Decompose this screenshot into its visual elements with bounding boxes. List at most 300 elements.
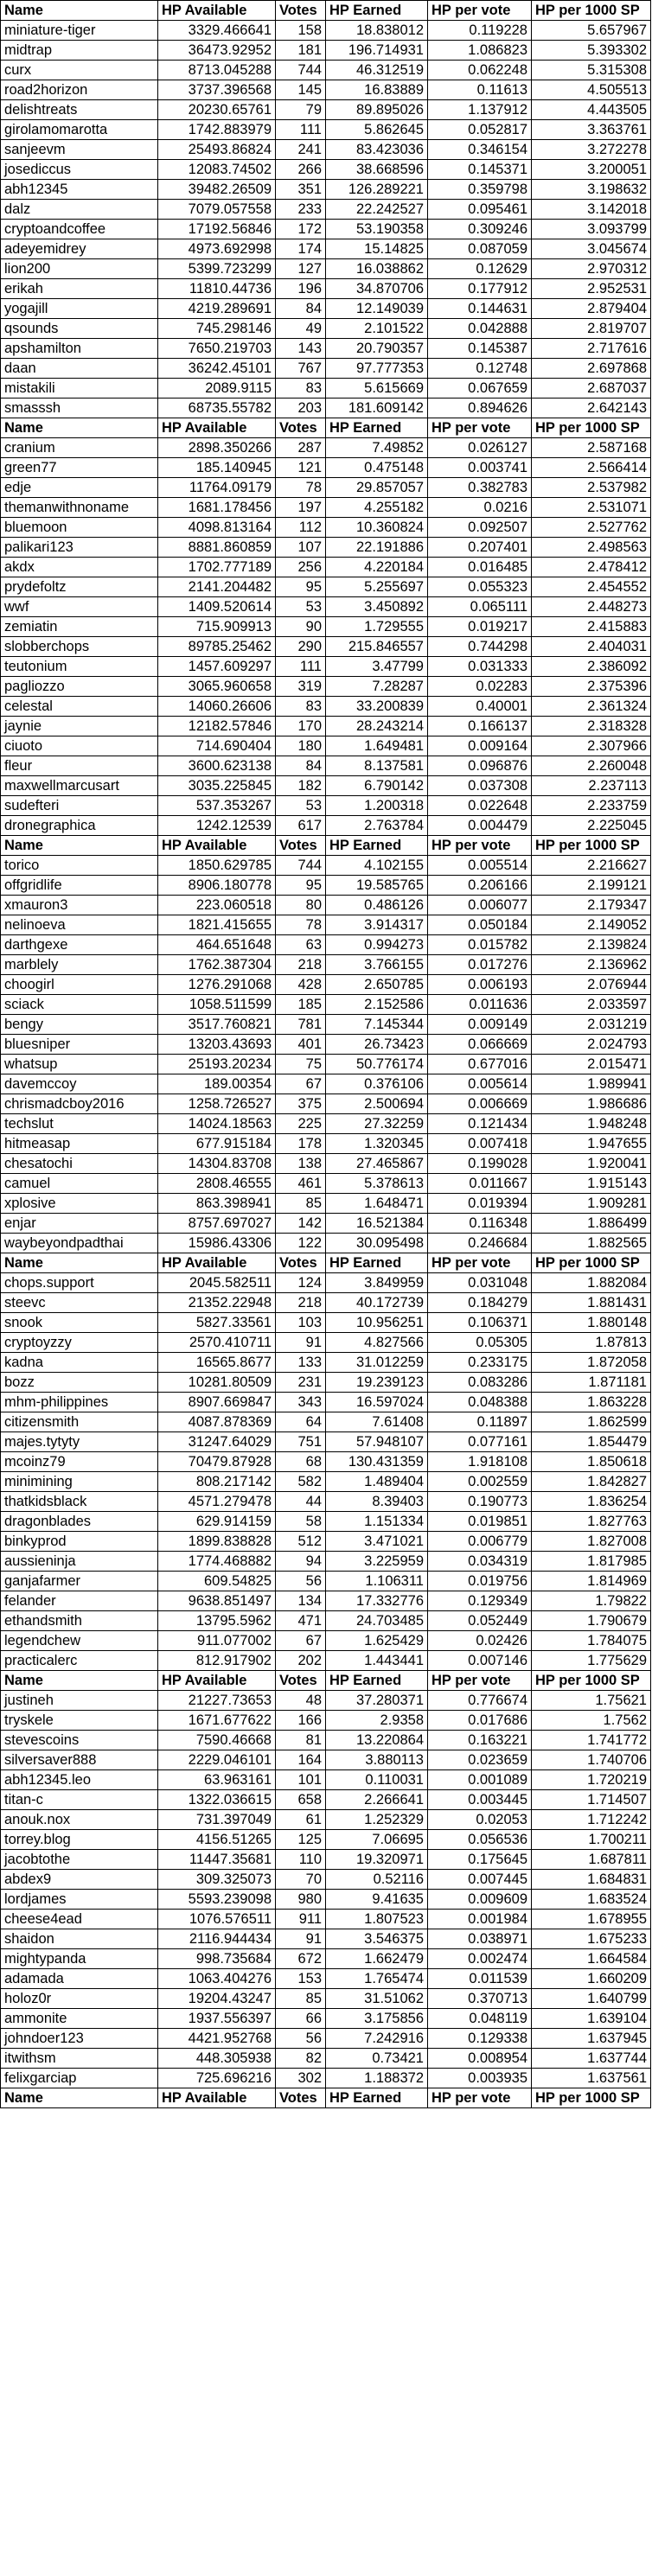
votes-cell: 256	[276, 558, 326, 577]
hp-available-cell: 5399.723299	[158, 259, 276, 279]
hp-per-vote-cell: 0.106371	[428, 1313, 532, 1333]
hp-earned-cell: 1.807523	[326, 1910, 428, 1929]
table-row	[1, 1611, 651, 1631]
hp-available-cell: 1742.883979	[158, 120, 276, 140]
hp-per-1000-sp-cell: 2.015471	[532, 1055, 651, 1074]
hp-available-cell: 1322.036615	[158, 1790, 276, 1810]
hp-per-vote-cell: 0.083286	[428, 1373, 532, 1393]
hp-earned-cell: 5.615669	[326, 379, 428, 399]
table-body	[1, 1, 651, 2108]
name-cell: bluemoon	[1, 518, 158, 538]
hp-available-cell: 629.914159	[158, 1512, 276, 1532]
hp-available-cell: 1076.576511	[158, 1910, 276, 1929]
name-cell: dronegraphica	[1, 816, 158, 836]
table-row	[1, 518, 651, 538]
table-row	[1, 1412, 651, 1432]
table-row	[1, 1949, 651, 1969]
name-cell: shaidon	[1, 1929, 158, 1949]
name-cell: kadna	[1, 1353, 158, 1373]
hp-available-cell: 2116.944434	[158, 1929, 276, 1949]
name-cell: hitmeasap	[1, 1134, 158, 1154]
hp-earned-cell: 83.423036	[326, 140, 428, 160]
votes-cell: 83	[276, 379, 326, 399]
hp-per-vote-cell: 0.019394	[428, 1194, 532, 1214]
hp-available-cell: 189.00354	[158, 1074, 276, 1094]
hp-per-vote-cell: 0.145387	[428, 339, 532, 359]
hp-available-cell: 2141.204482	[158, 577, 276, 597]
name-cell: dalz	[1, 200, 158, 220]
votes-cell: 375	[276, 1094, 326, 1114]
table-row	[1, 1214, 651, 1234]
hp-available-cell: 12083.74502	[158, 160, 276, 180]
hp-per-vote-cell: 0.023659	[428, 1750, 532, 1770]
hp-available-cell: 4098.813164	[158, 518, 276, 538]
votes-cell: 172	[276, 220, 326, 239]
hp-earned-cell: 15.14825	[326, 239, 428, 259]
name-cell: johndoer123	[1, 2029, 158, 2049]
name-cell: itwithsm	[1, 2049, 158, 2069]
hp-available-cell: 63.963161	[158, 1770, 276, 1790]
hp-per-vote-cell: 0.184279	[428, 1293, 532, 1313]
name-cell: daan	[1, 359, 158, 379]
votes-cell: 124	[276, 1273, 326, 1293]
hp-per-1000-sp-cell: 3.045674	[532, 239, 651, 259]
hp-available-cell: 11764.09179	[158, 478, 276, 498]
table-row	[1, 816, 651, 836]
hp-available-cell: 11447.35681	[158, 1850, 276, 1870]
column-header: HP per 1000 SP	[532, 1, 651, 21]
hp-per-1000-sp-cell: 1.854479	[532, 1432, 651, 1452]
hp-per-vote-cell: 0.003935	[428, 2069, 532, 2088]
column-header: HP Earned	[326, 836, 428, 856]
hp-per-vote-cell: 0.048119	[428, 2009, 532, 2029]
hp-per-vote-cell: 0.009149	[428, 1015, 532, 1035]
hp-per-vote-cell: 0.004479	[428, 816, 532, 836]
hp-earned-cell: 19.585765	[326, 876, 428, 896]
hp-earned-cell: 1.188372	[326, 2069, 428, 2088]
hp-per-1000-sp-cell: 1.712242	[532, 1810, 651, 1830]
votes-cell: 56	[276, 1572, 326, 1591]
hp-per-vote-cell: 0.092507	[428, 518, 532, 538]
column-header: Votes	[276, 418, 326, 438]
votes-cell: 78	[276, 478, 326, 498]
hp-earned-cell: 16.038862	[326, 259, 428, 279]
table-row	[1, 955, 651, 975]
name-cell: edje	[1, 478, 158, 498]
hp-earned-cell: 3.225959	[326, 1552, 428, 1572]
table-row	[1, 2069, 651, 2088]
hp-earned-cell: 0.376106	[326, 1074, 428, 1094]
hp-available-cell: 8907.669847	[158, 1393, 276, 1412]
votes-cell: 112	[276, 518, 326, 538]
column-header: Name	[1, 418, 158, 438]
table-row	[1, 677, 651, 697]
hp-per-1000-sp-cell: 2.404031	[532, 637, 651, 657]
hp-per-vote-cell: 0.003741	[428, 458, 532, 478]
table-row	[1, 339, 651, 359]
name-cell: davemccoy	[1, 1074, 158, 1094]
table-row	[1, 756, 651, 776]
hp-per-vote-cell: 0.002474	[428, 1949, 532, 1969]
name-cell: slobberchops	[1, 637, 158, 657]
votes-cell: 512	[276, 1532, 326, 1552]
column-header: HP Earned	[326, 2088, 428, 2108]
hp-available-cell: 9638.851497	[158, 1591, 276, 1611]
votes-cell: 744	[276, 856, 326, 876]
hp-earned-cell: 126.289221	[326, 180, 428, 200]
table-row	[1, 1293, 651, 1313]
table-row	[1, 697, 651, 717]
column-header: Votes	[276, 1253, 326, 1273]
hp-per-1000-sp-cell: 1.817985	[532, 1552, 651, 1572]
hp-per-1000-sp-cell: 3.093799	[532, 220, 651, 239]
hp-earned-cell: 89.895026	[326, 100, 428, 120]
hp-per-1000-sp-cell: 1.714507	[532, 1790, 651, 1810]
hp-per-vote-cell: 0.019217	[428, 617, 532, 637]
name-cell: techslut	[1, 1114, 158, 1134]
column-header: Name	[1, 1671, 158, 1691]
hp-earned-cell: 2.101522	[326, 319, 428, 339]
hp-earned-cell: 31.51062	[326, 1989, 428, 2009]
hp-per-1000-sp-cell: 2.149052	[532, 915, 651, 935]
table-row	[1, 2029, 651, 2049]
votes-cell: 75	[276, 1055, 326, 1074]
header-row	[1, 418, 651, 438]
hp-available-cell: 20230.65761	[158, 100, 276, 120]
hp-available-cell: 1774.468882	[158, 1552, 276, 1572]
votes-cell: 91	[276, 1929, 326, 1949]
votes-cell: 461	[276, 1174, 326, 1194]
column-header: HP Available	[158, 2088, 276, 2108]
hp-per-1000-sp-cell: 1.640799	[532, 1989, 651, 2009]
votes-cell: 166	[276, 1711, 326, 1731]
table-row	[1, 597, 651, 617]
name-cell: qsounds	[1, 319, 158, 339]
hp-available-cell: 25493.86824	[158, 140, 276, 160]
hp-earned-cell: 3.849959	[326, 1273, 428, 1293]
hp-per-1000-sp-cell: 2.531071	[532, 498, 651, 518]
hp-available-cell: 998.735684	[158, 1949, 276, 1969]
votes-cell: 85	[276, 1194, 326, 1214]
hp-per-vote-cell: 0.034319	[428, 1552, 532, 1572]
hp-per-1000-sp-cell: 1.850618	[532, 1452, 651, 1472]
name-cell: torico	[1, 856, 158, 876]
column-header: HP Available	[158, 1671, 276, 1691]
column-header: HP Available	[158, 1253, 276, 1273]
hp-per-vote-cell: 0.007445	[428, 1870, 532, 1890]
hp-available-cell: 4219.289691	[158, 299, 276, 319]
hp-per-1000-sp-cell: 1.687811	[532, 1850, 651, 1870]
hp-per-vote-cell: 0.037308	[428, 776, 532, 796]
hp-per-vote-cell: 0.048388	[428, 1393, 532, 1412]
hp-available-cell: 13203.43693	[158, 1035, 276, 1055]
votes-cell: 95	[276, 577, 326, 597]
hp-earned-cell: 2.266641	[326, 1790, 428, 1810]
hp-per-1000-sp-cell: 5.393302	[532, 41, 651, 61]
hp-per-vote-cell: 0.026127	[428, 438, 532, 458]
votes-cell: 122	[276, 1234, 326, 1253]
column-header: HP Available	[158, 1, 276, 21]
votes-cell: 58	[276, 1512, 326, 1532]
hp-per-vote-cell: 0.002559	[428, 1472, 532, 1492]
hp-earned-cell: 37.280371	[326, 1691, 428, 1711]
hp-per-vote-cell: 1.137912	[428, 100, 532, 120]
hp-earned-cell: 4.220184	[326, 558, 428, 577]
votes-cell: 94	[276, 1552, 326, 1572]
hp-per-1000-sp-cell: 2.199121	[532, 876, 651, 896]
hp-earned-cell: 5.862645	[326, 120, 428, 140]
hp-earned-cell: 27.32259	[326, 1114, 428, 1134]
hp-per-1000-sp-cell: 2.225045	[532, 816, 651, 836]
hp-per-1000-sp-cell: 5.315308	[532, 61, 651, 80]
name-cell: bozz	[1, 1373, 158, 1393]
table-row	[1, 1830, 651, 1850]
name-cell: lordjames	[1, 1890, 158, 1910]
name-cell: themanwithnoname	[1, 498, 158, 518]
hp-per-1000-sp-cell: 1.989941	[532, 1074, 651, 1094]
hp-earned-cell: 16.597024	[326, 1393, 428, 1412]
hp-per-vote-cell: 0.206166	[428, 876, 532, 896]
table-row	[1, 1313, 651, 1333]
hp-per-vote-cell: 0.003445	[428, 1790, 532, 1810]
hp-per-1000-sp-cell: 1.720219	[532, 1770, 651, 1790]
hp-per-1000-sp-cell: 1.862599	[532, 1412, 651, 1432]
name-cell: fleur	[1, 756, 158, 776]
hp-available-cell: 863.398941	[158, 1194, 276, 1214]
hp-available-cell: 185.140945	[158, 458, 276, 478]
hp-earned-cell: 196.714931	[326, 41, 428, 61]
hp-per-1000-sp-cell: 1.986686	[532, 1094, 651, 1114]
votes-cell: 64	[276, 1412, 326, 1432]
votes-cell: 82	[276, 2049, 326, 2069]
name-cell: curx	[1, 61, 158, 80]
column-header: HP per 1000 SP	[532, 1671, 651, 1691]
hp-earned-cell: 2.500694	[326, 1094, 428, 1114]
votes-cell: 44	[276, 1492, 326, 1512]
hp-per-1000-sp-cell: 2.076944	[532, 975, 651, 995]
hp-per-vote-cell: 0.031048	[428, 1273, 532, 1293]
hp-per-1000-sp-cell: 1.790679	[532, 1611, 651, 1631]
votes-cell: 138	[276, 1154, 326, 1174]
name-cell: cryptoandcoffee	[1, 220, 158, 239]
hp-per-1000-sp-cell: 1.75621	[532, 1691, 651, 1711]
hp-per-vote-cell: 0.02283	[428, 677, 532, 697]
hp-per-vote-cell: 0.022648	[428, 796, 532, 816]
table-row	[1, 1631, 651, 1651]
hp-per-1000-sp-cell: 1.775629	[532, 1651, 651, 1671]
hp-per-1000-sp-cell: 1.872058	[532, 1353, 651, 1373]
name-cell: midtrap	[1, 41, 158, 61]
hp-per-1000-sp-cell: 2.033597	[532, 995, 651, 1015]
hp-per-vote-cell: 0.006779	[428, 1532, 532, 1552]
votes-cell: 91	[276, 1333, 326, 1353]
hp-per-1000-sp-cell: 1.637561	[532, 2069, 651, 2088]
hp-per-vote-cell: 0.015782	[428, 935, 532, 955]
hp-per-1000-sp-cell: 1.664584	[532, 1949, 651, 1969]
hp-earned-cell: 181.609142	[326, 399, 428, 418]
hp-per-1000-sp-cell: 2.819707	[532, 319, 651, 339]
column-header: HP per 1000 SP	[532, 2088, 651, 2108]
name-cell: smasssh	[1, 399, 158, 418]
hp-earned-cell: 26.73423	[326, 1035, 428, 1055]
hp-per-vote-cell: 0.006077	[428, 896, 532, 915]
hp-earned-cell: 33.200839	[326, 697, 428, 717]
votes-cell: 225	[276, 1114, 326, 1134]
name-cell: ethandsmith	[1, 1611, 158, 1631]
hp-per-vote-cell: 0.066669	[428, 1035, 532, 1055]
table-row	[1, 1532, 651, 1552]
votes-cell: 266	[276, 160, 326, 180]
hp-per-vote-cell: 0.007146	[428, 1651, 532, 1671]
hp-available-cell: 812.917902	[158, 1651, 276, 1671]
hp-available-cell: 2808.46555	[158, 1174, 276, 1194]
hp-per-1000-sp-cell: 4.505513	[532, 80, 651, 100]
hp-per-1000-sp-cell: 2.179347	[532, 896, 651, 915]
name-cell: dragonblades	[1, 1512, 158, 1532]
hp-earned-cell: 3.175856	[326, 2009, 428, 2029]
name-cell: chesatochi	[1, 1154, 158, 1174]
table-row	[1, 220, 651, 239]
column-header: HP per 1000 SP	[532, 836, 651, 856]
table-row	[1, 1114, 651, 1134]
hp-earned-cell: 10.956251	[326, 1313, 428, 1333]
hp-available-cell: 448.305938	[158, 2049, 276, 2069]
hp-available-cell: 14060.26606	[158, 697, 276, 717]
hp-per-vote-cell: 0.019756	[428, 1572, 532, 1591]
name-cell: wwf	[1, 597, 158, 617]
name-cell: abh12345	[1, 180, 158, 200]
name-cell: jacobtothe	[1, 1850, 158, 1870]
hp-available-cell: 36473.92952	[158, 41, 276, 61]
hp-available-cell: 12182.57846	[158, 717, 276, 736]
votes-cell: 182	[276, 776, 326, 796]
votes-cell: 67	[276, 1631, 326, 1651]
hp-per-1000-sp-cell: 1.684831	[532, 1870, 651, 1890]
name-cell: yogajill	[1, 299, 158, 319]
table-row	[1, 1134, 651, 1154]
hp-earned-cell: 7.49852	[326, 438, 428, 458]
votes-cell: 68	[276, 1452, 326, 1472]
hp-per-vote-cell: 0.005514	[428, 856, 532, 876]
hp-per-1000-sp-cell: 1.882565	[532, 1234, 651, 1253]
hp-per-1000-sp-cell: 1.880148	[532, 1313, 651, 1333]
hp-per-vote-cell: 0.009609	[428, 1890, 532, 1910]
table-row	[1, 498, 651, 518]
votes-cell: 672	[276, 1949, 326, 1969]
table-row	[1, 2049, 651, 2069]
hp-per-vote-cell: 0.096876	[428, 756, 532, 776]
hp-earned-cell: 50.776174	[326, 1055, 428, 1074]
name-cell: mcoinz79	[1, 1452, 158, 1472]
hp-available-cell: 2229.046101	[158, 1750, 276, 1770]
votes-cell: 107	[276, 538, 326, 558]
name-cell: titan-c	[1, 1790, 158, 1810]
hp-earned-cell: 24.703485	[326, 1611, 428, 1631]
hp-per-vote-cell: 0.776674	[428, 1691, 532, 1711]
table-row	[1, 1472, 651, 1492]
column-header: Name	[1, 1253, 158, 1273]
hp-per-1000-sp-cell: 2.697868	[532, 359, 651, 379]
hp-earned-cell: 7.06695	[326, 1830, 428, 1850]
table-row	[1, 359, 651, 379]
votes-cell: 180	[276, 736, 326, 756]
name-cell: ammonite	[1, 2009, 158, 2029]
votes-cell: 181	[276, 41, 326, 61]
hp-available-cell: 731.397049	[158, 1810, 276, 1830]
name-cell: bengy	[1, 1015, 158, 1035]
table-row	[1, 1552, 651, 1572]
table-row	[1, 1691, 651, 1711]
hp-earned-cell: 16.83889	[326, 80, 428, 100]
hp-available-cell: 11810.44736	[158, 279, 276, 299]
column-header: HP Earned	[326, 418, 428, 438]
column-header: HP per vote	[428, 1, 532, 21]
hp-per-vote-cell: 0.12748	[428, 359, 532, 379]
hp-available-cell: 8881.860859	[158, 538, 276, 558]
hp-earned-cell: 1.648471	[326, 1194, 428, 1214]
hp-earned-cell: 1.625429	[326, 1631, 428, 1651]
hp-per-vote-cell: 0.309246	[428, 220, 532, 239]
hp-per-vote-cell: 0.233175	[428, 1353, 532, 1373]
name-cell: lion200	[1, 259, 158, 279]
hp-per-vote-cell: 0.894626	[428, 399, 532, 418]
hp-per-vote-cell: 0.145371	[428, 160, 532, 180]
name-cell: snook	[1, 1313, 158, 1333]
hp-earned-cell: 31.012259	[326, 1353, 428, 1373]
table-row	[1, 1790, 651, 1810]
hp-earned-cell: 3.880113	[326, 1750, 428, 1770]
header-row	[1, 1, 651, 21]
table-row	[1, 717, 651, 736]
name-cell: torrey.blog	[1, 1830, 158, 1850]
hp-per-1000-sp-cell: 1.7562	[532, 1711, 651, 1731]
table-row	[1, 1353, 651, 1373]
table-row	[1, 1273, 651, 1293]
name-cell: prydefoltz	[1, 577, 158, 597]
hp-per-1000-sp-cell: 2.879404	[532, 299, 651, 319]
hp-per-1000-sp-cell: 1.784075	[532, 1631, 651, 1651]
table-row	[1, 1969, 651, 1989]
hp-earned-cell: 4.255182	[326, 498, 428, 518]
hp-earned-cell: 46.312519	[326, 61, 428, 80]
hp-earned-cell: 9.41635	[326, 1890, 428, 1910]
hp-per-1000-sp-cell: 1.740706	[532, 1750, 651, 1770]
votes-cell: 174	[276, 239, 326, 259]
hp-per-1000-sp-cell: 1.915143	[532, 1174, 651, 1194]
hp-available-cell: 4156.51265	[158, 1830, 276, 1850]
hp-available-cell: 7590.46668	[158, 1731, 276, 1750]
table-row	[1, 1870, 651, 1890]
hp-available-cell: 911.077002	[158, 1631, 276, 1651]
name-cell: abh12345.leo	[1, 1770, 158, 1790]
hp-per-vote-cell: 0.095461	[428, 200, 532, 220]
hp-available-cell: 1258.726527	[158, 1094, 276, 1114]
hp-per-1000-sp-cell: 1.920041	[532, 1154, 651, 1174]
hp-earned-cell: 7.61408	[326, 1412, 428, 1432]
name-cell: jaynie	[1, 717, 158, 736]
name-cell: ganjafarmer	[1, 1572, 158, 1591]
hp-available-cell: 1671.677622	[158, 1711, 276, 1731]
hp-earned-cell: 5.255697	[326, 577, 428, 597]
hp-per-1000-sp-cell: 2.537982	[532, 478, 651, 498]
hp-earned-cell: 215.846557	[326, 637, 428, 657]
hp-earned-cell: 29.857057	[326, 478, 428, 498]
name-cell: thatkidsblack	[1, 1492, 158, 1512]
hp-available-cell: 1276.291068	[158, 975, 276, 995]
hp-available-cell: 3737.396568	[158, 80, 276, 100]
table-row	[1, 736, 651, 756]
hp-available-cell: 89785.25462	[158, 637, 276, 657]
